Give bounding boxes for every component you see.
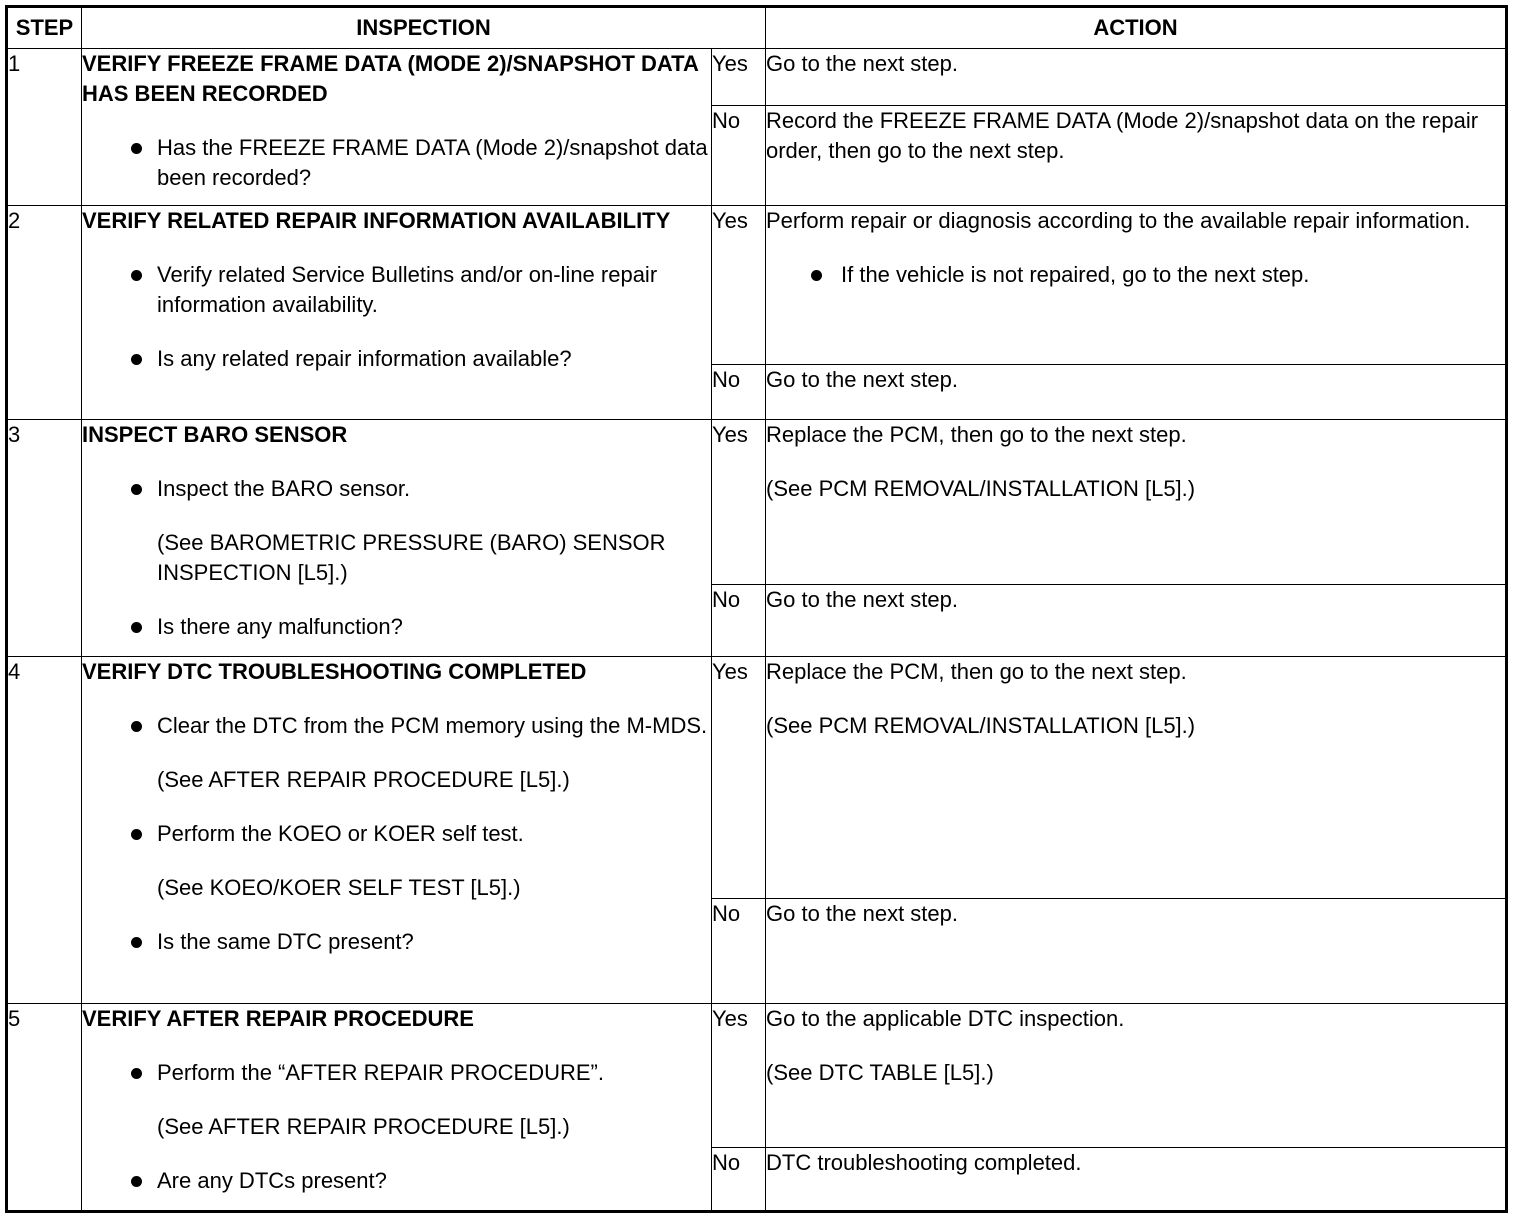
- inspection-item: [82, 260, 711, 320]
- bullet-icon: [131, 143, 142, 154]
- no-action: [766, 106, 1507, 206]
- action-text: Go to the next step.: [766, 51, 959, 76]
- action-reference: (See DTC TABLE [L5].): [766, 1060, 994, 1085]
- step-5-yes-row: [7, 1004, 1507, 1148]
- no-action: [766, 365, 1507, 420]
- step-4-yes-row: [7, 657, 1507, 899]
- inspection-item: [82, 344, 711, 374]
- step-2-yes-row: [7, 206, 1507, 365]
- yes-action: [766, 420, 1507, 585]
- yes-label: Yes: [712, 206, 766, 365]
- inspection-item: [82, 819, 711, 849]
- action-reference: (See PCM REMOVAL/INSTALLATION [L5].): [766, 713, 1196, 738]
- inspection-note: (See BAROMETRIC PRESSURE (BARO) SENSOR INSPECTION [L5].): [157, 530, 666, 585]
- action-text: Replace the PCM, then go to the next step.: [766, 422, 1187, 447]
- inspection-cell: [82, 1004, 712, 1212]
- inspection-title: VERIFY DTC TROUBLESHOOTING COMPLETED: [82, 659, 587, 684]
- diagnostic-table: [5, 5, 1508, 1213]
- action-text: Record the FREEZE FRAME DATA (Mode 2)/snapshot data on the repair order, then go to the next step.: [766, 108, 1479, 163]
- bullet-icon: [131, 937, 142, 948]
- no-label: No: [712, 1148, 766, 1212]
- action-text: DTC troubleshooting completed.: [766, 1150, 1082, 1175]
- yes-label: Yes: [712, 657, 766, 899]
- inspection-item: [82, 1166, 711, 1196]
- inspection-item-text: Inspect the BARO sensor.: [157, 476, 411, 501]
- inspection-item-text: Has the FREEZE FRAME DATA (Mode 2)/snapshot data been recorded?: [157, 135, 708, 190]
- header-step: STEP: [7, 7, 82, 49]
- action-text: Go to the next step.: [766, 367, 959, 392]
- action-text: Go to the applicable DTC inspection.: [766, 1006, 1125, 1031]
- bullet-icon: [131, 721, 142, 732]
- inspection-cell: [82, 49, 712, 206]
- header-inspection: INSPECTION: [82, 7, 766, 49]
- inspection-item-text: Is the same DTC present?: [157, 929, 414, 954]
- yes-action: [766, 49, 1507, 106]
- inspection-item-text: Is any related repair information available?: [157, 346, 572, 371]
- step-number: 5: [7, 1004, 82, 1212]
- bullet-icon: [131, 1176, 142, 1187]
- action-text: Go to the next step.: [766, 587, 959, 612]
- bullet-icon: [131, 484, 142, 495]
- inspection-note: (See KOEO/KOER SELF TEST [L5].): [157, 875, 521, 900]
- inspection-cell: [82, 657, 712, 1004]
- header-action: ACTION: [766, 7, 1507, 49]
- diagnostic-procedure-sheet: [5, 5, 1508, 1211]
- inspection-item: [82, 711, 711, 741]
- action-text: Replace the PCM, then go to the next step.: [766, 659, 1187, 684]
- action-bullet: [766, 260, 1505, 290]
- no-label: No: [712, 365, 766, 420]
- no-label: No: [712, 585, 766, 657]
- no-label: No: [712, 899, 766, 1004]
- yes-action: [766, 206, 1507, 365]
- step-3-yes-row: [7, 420, 1507, 585]
- header-row: [7, 7, 1507, 49]
- action-text: Perform repair or diagnosis according to the available repair information.: [766, 208, 1471, 233]
- yes-action: [766, 1004, 1507, 1148]
- no-action: [766, 585, 1507, 657]
- inspection-title: INSPECT BARO SENSOR: [82, 422, 348, 447]
- inspection-cell: [82, 206, 712, 420]
- step-number: 1: [7, 49, 82, 206]
- step-number: 3: [7, 420, 82, 657]
- bullet-icon: [131, 622, 142, 633]
- yes-action: [766, 657, 1507, 899]
- step-number: 2: [7, 206, 82, 420]
- bullet-icon: [131, 270, 142, 281]
- inspection-title: VERIFY FREEZE FRAME DATA (MODE 2)/SNAPSHOT DATA HAS BEEN RECORDED: [82, 51, 699, 106]
- inspection-note: (See AFTER REPAIR PROCEDURE [L5].): [157, 767, 570, 792]
- inspection-item: [82, 927, 711, 957]
- inspection-item: [82, 133, 711, 193]
- yes-label: Yes: [712, 420, 766, 585]
- bullet-icon: [131, 354, 142, 365]
- inspection-item: [82, 1058, 711, 1088]
- action-text: Go to the next step.: [766, 901, 959, 926]
- inspection-item: [82, 612, 711, 642]
- inspection-note: (See AFTER REPAIR PROCEDURE [L5].): [157, 1114, 570, 1139]
- action-bullet-text: If the vehicle is not repaired, go to the next step.: [841, 262, 1310, 287]
- action-reference: (See PCM REMOVAL/INSTALLATION [L5].): [766, 476, 1196, 501]
- inspection-item-text: Perform the “AFTER REPAIR PROCEDURE”.: [157, 1060, 604, 1085]
- no-action: [766, 1148, 1507, 1212]
- step-number: 4: [7, 657, 82, 1004]
- no-label: No: [712, 106, 766, 206]
- inspection-item-text: Verify related Service Bulletins and/or on-line repair information availability.: [157, 262, 658, 317]
- bullet-icon: [131, 829, 142, 840]
- inspection-title: VERIFY AFTER REPAIR PROCEDURE: [82, 1006, 474, 1031]
- step-1-yes-row: [7, 49, 1507, 106]
- inspection-cell: [82, 420, 712, 657]
- inspection-item-text: Are any DTCs present?: [157, 1168, 387, 1193]
- no-action: [766, 899, 1507, 1004]
- inspection-title: VERIFY RELATED REPAIR INFORMATION AVAILABILITY: [82, 208, 671, 233]
- inspection-item-text: Is there any malfunction?: [157, 614, 403, 639]
- inspection-item: [82, 474, 711, 504]
- bullet-icon: [811, 270, 822, 281]
- inspection-item-text: Clear the DTC from the PCM memory using the M-MDS.: [157, 713, 708, 738]
- inspection-item-text: Perform the KOEO or KOER self test.: [157, 821, 524, 846]
- bullet-icon: [131, 1068, 142, 1079]
- yes-label: Yes: [712, 49, 766, 106]
- yes-label: Yes: [712, 1004, 766, 1148]
